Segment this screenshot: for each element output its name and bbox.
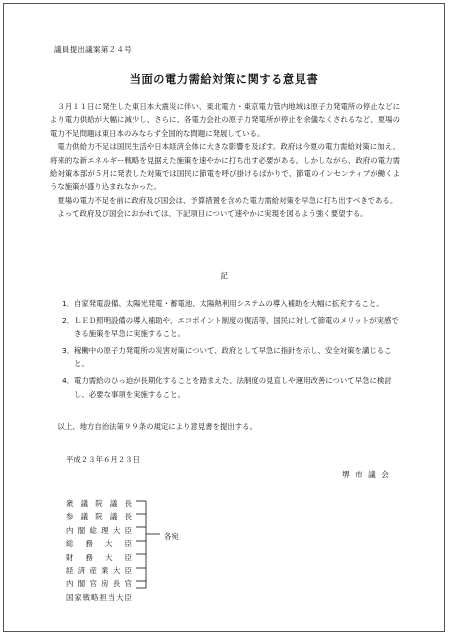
addressee-char: 総 [66,539,74,549]
addressee-char: 衆 [66,499,74,508]
addressee-char: 戦 [82,592,91,602]
addressee-char: 務 [85,539,93,549]
addressee-char: 議 [80,512,89,522]
addressee-char: 院 [95,499,103,508]
addressee-char: 業 [101,565,109,575]
addressee-char: 内 [66,525,74,535]
item-text: 稼働中の原子力発電所の災害対策について、政府として早急に指針を示し、安全対策を講じること。 [74,345,392,369]
addressee-char: 財 [66,552,74,562]
addressee-char: 議 [80,499,89,508]
document-title: 当面の電力需給対策に関する意見書 [129,73,319,86]
bill-number: 議員提出議案第２４号 [54,45,132,54]
addressee-char: 臣 [124,565,132,575]
addressee-char: 理 [101,525,109,535]
addressee-char: 長 [112,579,121,589]
addressee-char: 官 [124,579,132,589]
addressee-char: 臣 [124,592,132,602]
addressee-char: 臣 [124,552,132,562]
document-date: 平成２３年６月２３日 [66,455,140,464]
paragraph: ３月１１日に発生した東日本大震災に伴い、東北電力・東京電力管内地域は原子力発電所の停止などにより電力供給が大幅に減少し、さらに、各電力会社の原子力発電所が停止を余儀なくされるなど、夏場の電力不足問題は東日本のみならず全国的な問題に発展している。 [50,102,400,138]
paragraph: 夏場の電力不足を前に政府及び国会は、予算措置を含めた電力需給対策を早急に打ち出すべきである。 [57,195,398,205]
addressee-char: 臣 [124,525,132,535]
document-page [3,3,445,632]
addressee-char: 大 [112,525,121,535]
closing-statement: 以上、地方自治法第９９条の規定により意見書を提出する。 [57,422,257,431]
addressee-char: 務 [85,552,93,562]
paragraph: 電力供給力不足は国民生活や日本経済全体に大きな影響を及ぼす。政府は今夏の電力需給対策に加え、将来的な新エネルギー戦略を見据えた施策を速やかに打ち出す必要がある。しかしながら、政府の電力需給対策本部が５月に発表した対策では国民に節電を呼び掛けるばかりで、節電のインセンティブが働くような施策が盛り込まれなかった。 [50,142,400,192]
addressee-char: 済 [77,565,86,575]
addressee-char: 臣 [124,539,132,549]
addressee-char: 閣 [77,579,86,589]
item-number: 1． [62,299,75,308]
addressee-char: 総 [89,525,97,535]
addressee-char: 議 [109,499,118,508]
addressee-char: 議 [109,512,118,522]
addressee-brace [4,4,446,633]
addressee-char: 略 [91,592,99,602]
addressee-char: 内 [66,579,74,589]
addressee-char: 担 [99,592,107,602]
addressee-char: 大 [112,565,121,575]
addressee-char: 産 [89,565,97,575]
item-text: 自家発電設備、太陽光発電・蓄電池、太陽熱利用システムの導入補助を大幅に拡充すること。 [74,299,384,308]
item-number: 2． [62,315,75,325]
ki-heading: 記 [220,271,228,280]
item-number: 4． [62,375,75,385]
addressee-char: 大 [116,592,124,602]
addressee-char: 当 [107,592,116,602]
kakuate-label: 各宛 [164,532,179,541]
addressee-char: 国 [66,592,74,602]
item-text: ＬＥＤ照明設備の導入補助や、エコポイント制度の復活等、国民に対して節電のメリットが実感できる施策を早急に実施すること。 [74,315,399,339]
addressee-char: 家 [74,592,82,602]
addressee-char: 長 [124,499,132,508]
council-name: 堺市議会 [342,470,395,479]
addressee-char: 大 [105,539,113,549]
addressee-char: 参 [66,512,74,522]
addressee-char: 大 [105,552,113,562]
addressee-char: 閣 [77,525,86,535]
addressee-char: 長 [124,512,132,522]
addressee-char: 経 [66,565,74,575]
addressee-char: 官 [89,579,97,589]
addressee-char: 院 [95,512,103,522]
item-text: 電力需給のひっ迫が長期化することを踏まえた、法制度の見直しや運用改善について早急に検討し、必要な事項を実施すること。 [74,375,392,399]
item-number: 3． [62,345,75,355]
paragraph: よって政府及び国会におかれては、下記項目について速やかに実現を図るよう強く要望する。 [57,209,368,219]
addressee-char: 房 [101,579,109,589]
